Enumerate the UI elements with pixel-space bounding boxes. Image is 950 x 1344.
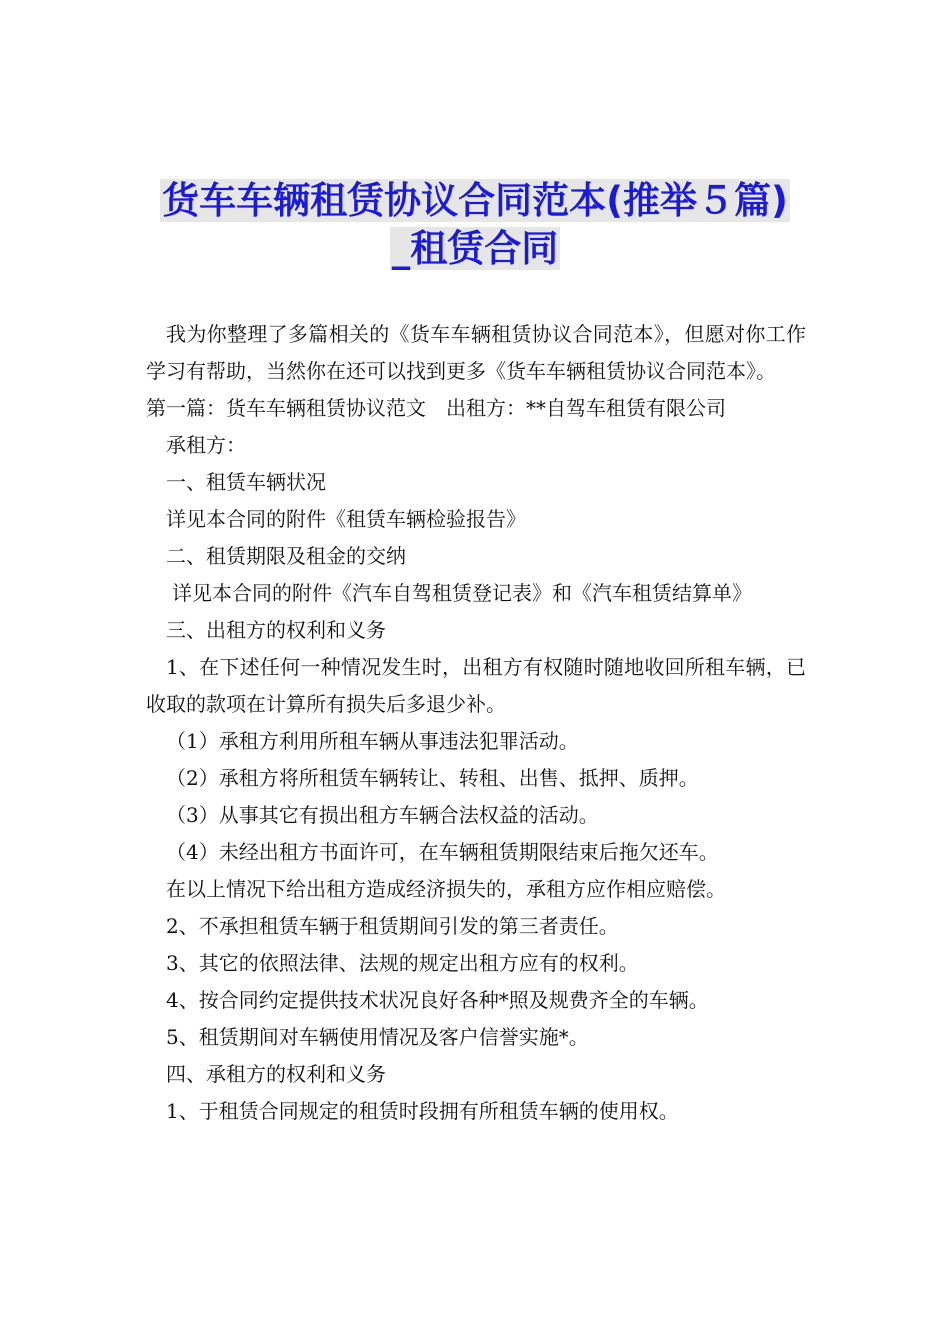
document-title-line-2 bbox=[0, 224, 950, 274]
clause-item: 2、不承担租赁车辆于租赁期间引发的第三者责任。 bbox=[166, 914, 619, 938]
paragraph: 在以上情况下给出租方造成经济损失的，承租方应作相应赔偿。 bbox=[166, 877, 726, 901]
intro-paragraph: 我为你整理了多篇相关的《货车车辆租赁协议合同范本》，但愿对你工作学习有帮助，当然你在还可以找到更多《货车车辆租赁协议合同范本》。 bbox=[146, 322, 806, 383]
title-text-2: _租赁合同 bbox=[391, 227, 559, 270]
title-text-1: 货车车辆租赁协议合同范本(推举５篇) bbox=[162, 179, 788, 222]
sub-clause-item: （2）承租方将所租赁车辆转让、转租、出售、抵押、质押。 bbox=[166, 766, 699, 790]
section-heading: 二、租赁期限及租金的交纳 bbox=[166, 544, 406, 568]
document-body bbox=[146, 316, 806, 1130]
section-heading: 一、租赁车辆状况 bbox=[166, 470, 326, 494]
section-heading: 三、出租方的权利和义务 bbox=[166, 618, 386, 642]
paragraph: 详见本合同的附件《汽车自驾租赁登记表》和《汽车租赁结算单》 bbox=[172, 581, 752, 605]
document-title-line-1 bbox=[0, 176, 950, 226]
sub-clause-item: （1）承租方利用所租车辆从事违法犯罪活动。 bbox=[166, 729, 579, 753]
section-heading: 四、承租方的权利和义务 bbox=[166, 1062, 386, 1086]
paragraph: 详见本合同的附件《租赁车辆检验报告》 bbox=[166, 507, 526, 531]
clause-item: 1、在下述任何一种情况发生时，出租方有权随时随地收回所租车辆，已收取的款项在计算所有损失后多退少补。 bbox=[146, 655, 806, 716]
lessee-label: 承租方： bbox=[166, 433, 246, 457]
sub-clause-item: （3）从事其它有损出租方车辆合法权益的活动。 bbox=[166, 803, 599, 827]
sub-clause-item: （4）未经出租方书面许可，在车辆租赁期限结束后拖欠还车。 bbox=[166, 840, 719, 864]
section-heading-first-article: 第一篇：货车车辆租赁协议范文 出租方：**自驾车租赁有限公司 bbox=[146, 396, 726, 420]
clause-item: 3、其它的依照法律、法规的规定出租方应有的权利。 bbox=[166, 951, 639, 975]
clause-item: 4、按合同约定提供技术状况良好各种*照及规费齐全的车辆。 bbox=[166, 988, 709, 1012]
clause-item: 5、租赁期间对车辆使用情况及客户信誉实施*。 bbox=[166, 1025, 589, 1049]
clause-item: 1、于租赁合同规定的租赁时段拥有所租赁车辆的使用权。 bbox=[166, 1099, 679, 1123]
